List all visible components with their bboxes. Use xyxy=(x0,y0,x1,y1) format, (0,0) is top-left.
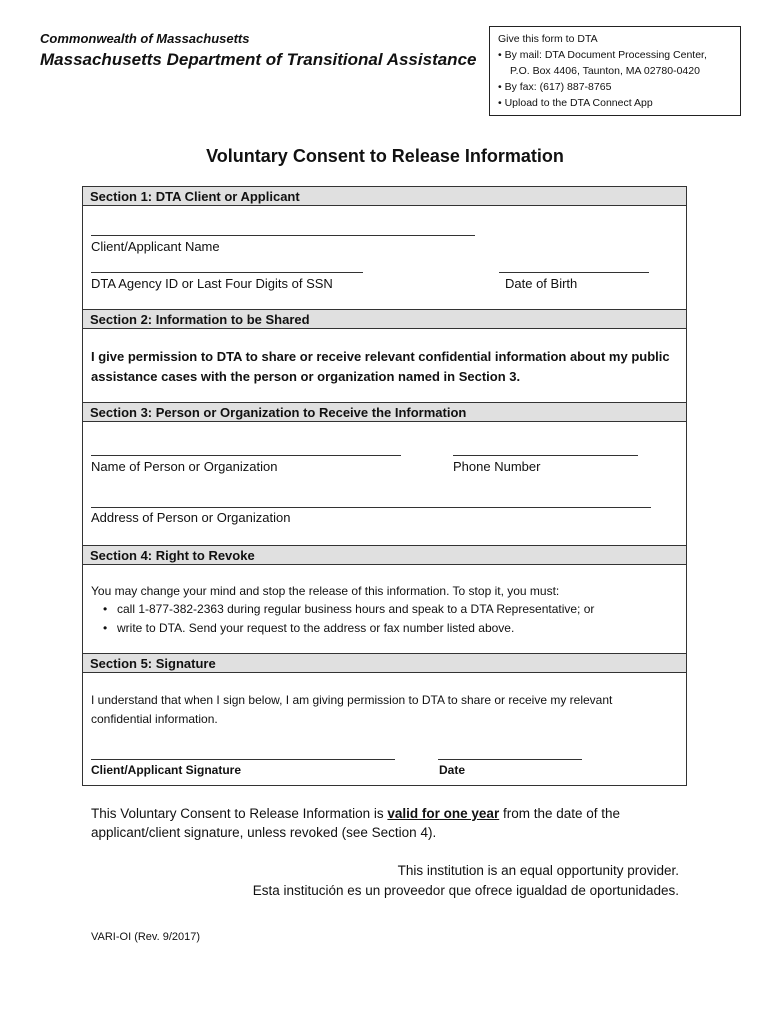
section3-heading: Section 3: Person or Organization to Receive the Information xyxy=(83,402,686,422)
upload-line: • Upload to the DTA Connect App xyxy=(498,97,653,109)
consent-form xyxy=(82,186,687,786)
signature-line[interactable] xyxy=(91,759,395,760)
revoke-bullet-call: • call 1-877-382-2363 during regular business hours and speak to a DTA Representative; or xyxy=(117,602,594,616)
mail-line-2: P.O. Box 4406, Taunton, MA 02780-0420 xyxy=(510,65,700,77)
revoke-intro: You may change your mind and stop the release of this information. To stop it, you must: xyxy=(91,584,560,598)
section5-heading: Section 5: Signature xyxy=(83,653,686,673)
commonwealth-label: Commonwealth of Massachusetts xyxy=(40,31,250,46)
dob-label: Date of Birth xyxy=(505,276,578,291)
validity-statement xyxy=(91,804,691,842)
signature-date-label: Date xyxy=(439,763,466,777)
client-name-label: Client/Applicant Name xyxy=(91,239,220,254)
agency-id-line[interactable] xyxy=(91,272,363,273)
signature-statement: I understand that when I sign below, I am giving permission to DTA to share or receive my relevant confidential information. xyxy=(91,693,613,726)
phone-line[interactable] xyxy=(453,455,638,456)
section2-text: I give permission to DTA to share or receive relevant confidential information about my public assistance cases with the person or organization named in Section 3. xyxy=(91,349,670,384)
form-title: Voluntary Consent to Release Information xyxy=(206,146,564,166)
equal-opportunity-es: Esta institución es un proveedor que ofrece igualdad de oportunidades. xyxy=(252,883,679,898)
section4-heading: Section 4: Right to Revoke xyxy=(83,545,686,565)
mail-line-1: • By mail: DTA Document Processing Center, xyxy=(498,49,707,61)
recipient-name-line[interactable] xyxy=(91,455,401,456)
submission-info-box xyxy=(489,26,741,116)
address-line[interactable] xyxy=(91,507,651,508)
equal-opportunity-en: This institution is an equal opportunity provider. xyxy=(397,863,679,878)
validity-bold: valid for one year xyxy=(387,806,500,821)
phone-label: Phone Number xyxy=(453,459,541,474)
signature-date-line[interactable] xyxy=(438,759,582,760)
section2-heading: Section 2: Information to be Shared xyxy=(83,309,686,329)
dob-line[interactable] xyxy=(499,272,649,273)
fax-line: • By fax: (617) 887-8765 xyxy=(498,81,612,93)
department-name: Massachusetts Department of Transitional Assistance xyxy=(40,50,477,69)
validity-pre: This Voluntary Consent to Release Information is xyxy=(91,806,388,821)
address-label: Address of Person or Organization xyxy=(91,510,291,525)
section1-heading: Section 1: DTA Client or Applicant xyxy=(83,186,686,206)
form-revision: VARI-OI (Rev. 9/2017) xyxy=(91,931,201,943)
signature-label: Client/Applicant Signature xyxy=(91,763,242,777)
give-title: Give this form to DTA xyxy=(498,33,598,45)
validity-post: from the date of the applicant/client signature, unless revoked (see Section 4). xyxy=(91,806,621,840)
recipient-name-label: Name of Person or Organization xyxy=(91,459,278,474)
revoke-bullet-write: • write to DTA. Send your request to the address or fax number listed above. xyxy=(117,621,514,635)
client-name-line[interactable] xyxy=(91,235,475,236)
agency-id-label: DTA Agency ID or Last Four Digits of SSN xyxy=(91,276,333,291)
